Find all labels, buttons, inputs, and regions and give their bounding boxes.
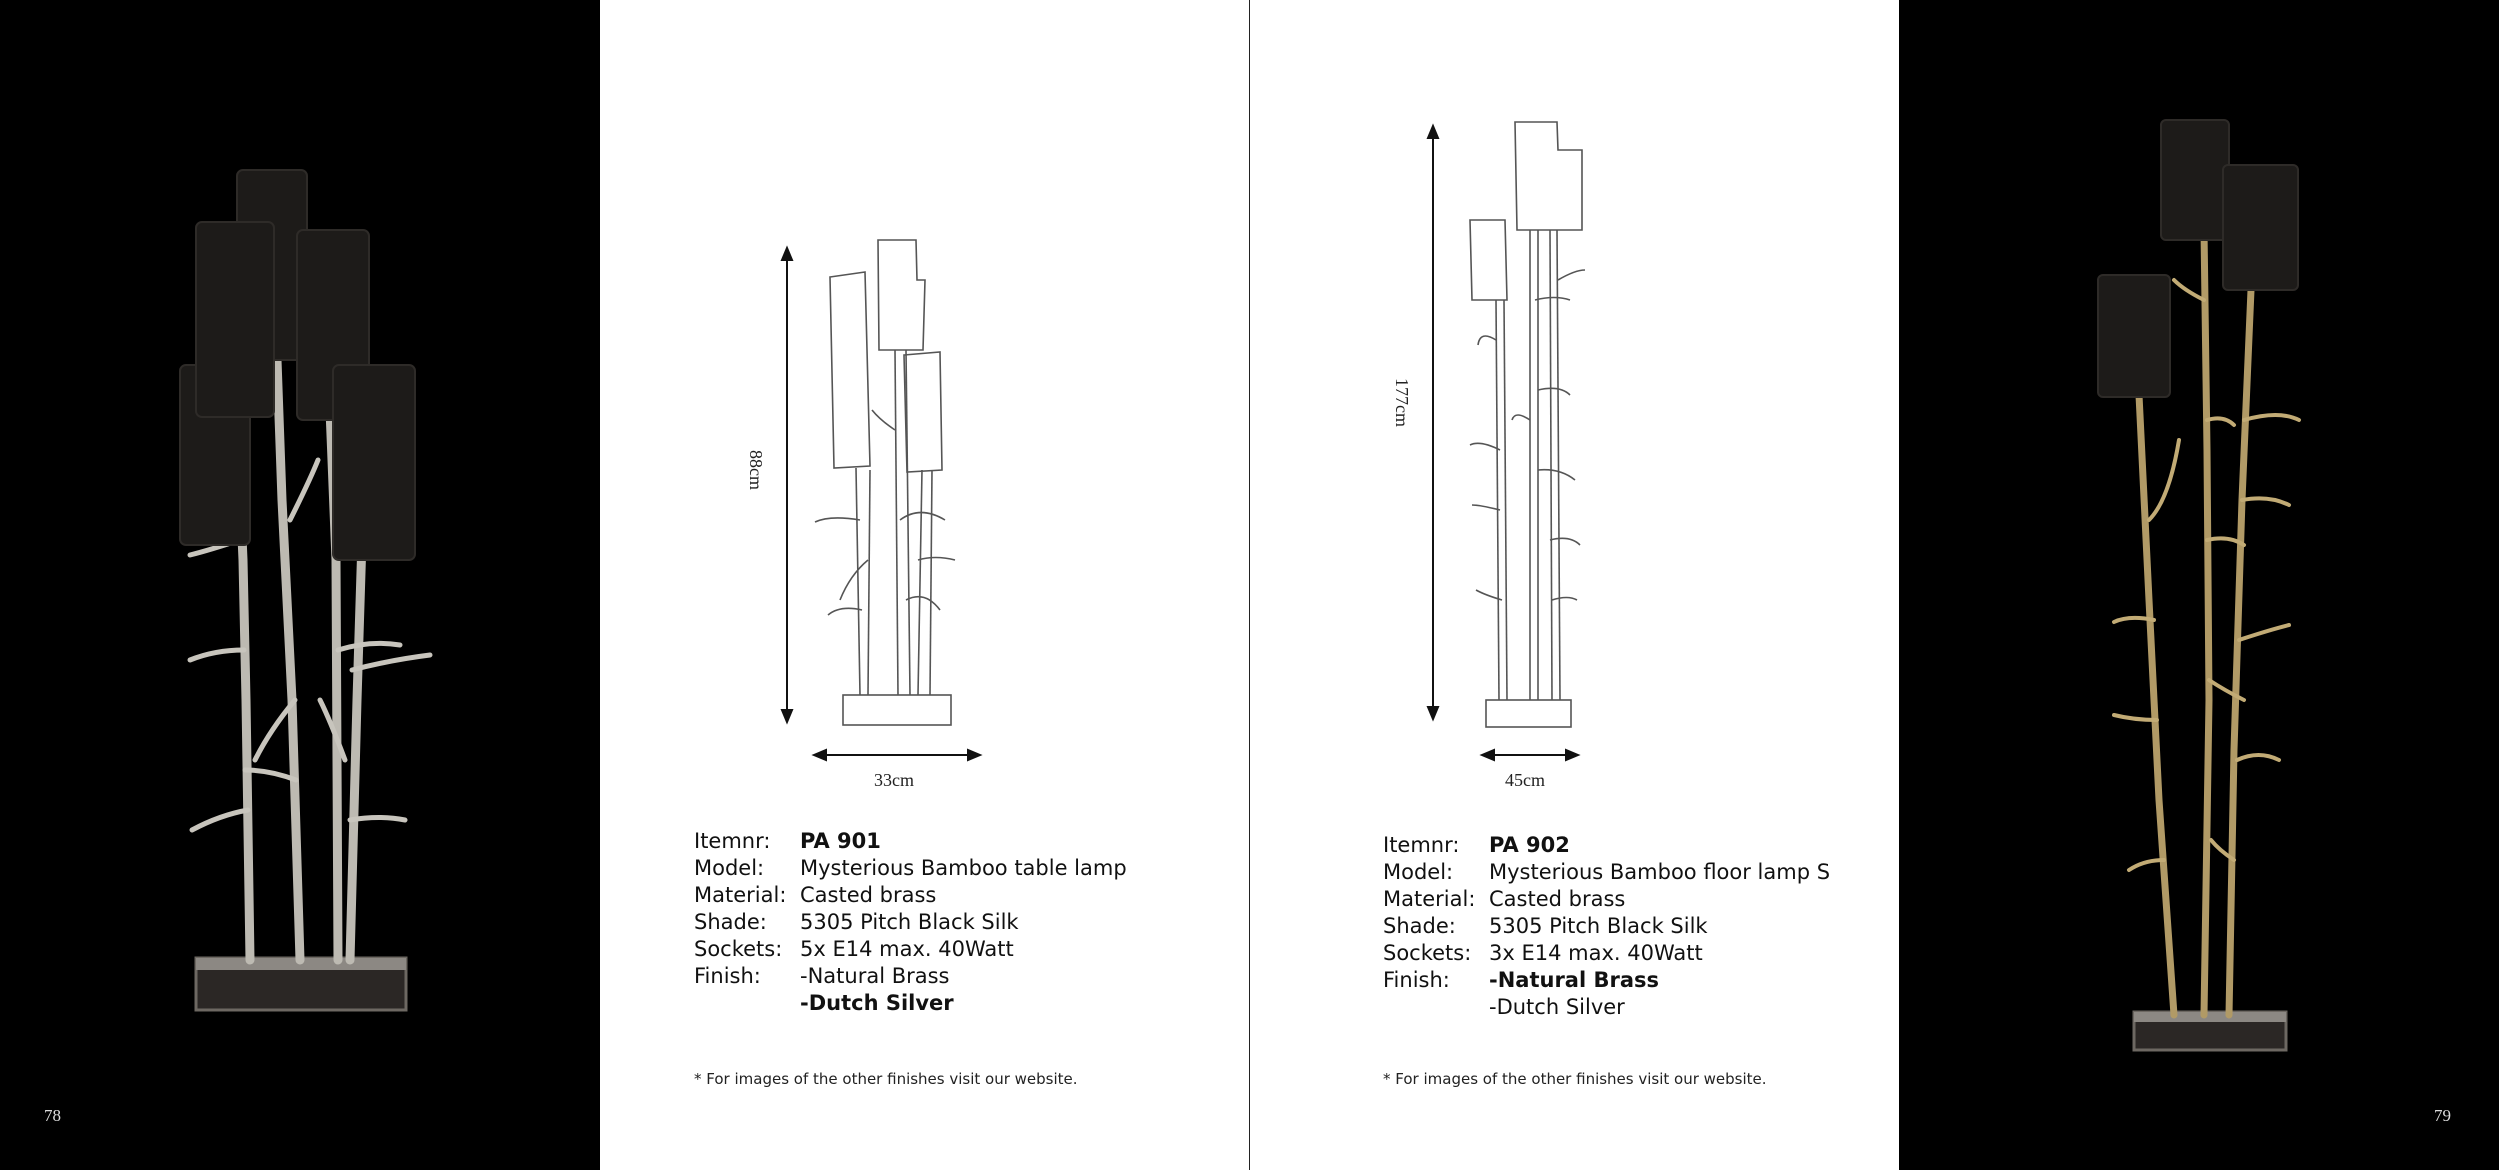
model-value: Mysterious Bamboo table lamp — [800, 856, 1127, 880]
sockets-value: 3x E14 max. 40Watt — [1489, 941, 1703, 965]
spec-key: Finish: — [694, 964, 761, 988]
page-number-right: 79 — [2434, 1106, 2451, 1125]
spec-key: Shade: — [1383, 914, 1456, 938]
table-lamp-photo-panel — [0, 0, 600, 1170]
footnote: * For images of the other finishes visit our website. — [1383, 1070, 1767, 1088]
spec-key: Sockets: — [1383, 941, 1472, 965]
sockets-value: 5x E14 max. 40Watt — [800, 937, 1014, 961]
spec-key: Itemnr: — [694, 829, 771, 853]
spec-table — [694, 828, 1127, 1017]
spec-row-model — [1383, 859, 1830, 886]
spec-row-finish-2 — [694, 990, 1127, 1017]
table-lamp-spec-page — [600, 0, 1250, 1170]
spec-row-shade — [1383, 913, 1830, 940]
page-number-left: 78 — [44, 1106, 61, 1125]
spec-key-empty — [1383, 994, 1489, 1021]
spec-key: Model: — [1383, 860, 1454, 884]
spec-row-sockets — [694, 936, 1127, 963]
spec-row-finish-2 — [1383, 994, 1830, 1021]
footnote: * For images of the other finishes visit our website. — [694, 1070, 1078, 1088]
model-value: Mysterious Bamboo floor lamp S — [1489, 860, 1831, 884]
material-value: Casted brass — [800, 883, 937, 907]
spec-key: Material: — [1383, 887, 1476, 911]
spec-key: Itemnr: — [1383, 833, 1460, 857]
floor-lamp-photo — [1899, 0, 2499, 1170]
spec-row-sockets — [1383, 940, 1830, 967]
spec-key: Shade: — [694, 910, 767, 934]
finish-value-2: -Dutch Silver — [800, 991, 954, 1015]
floor-lamp-photo-panel — [1899, 0, 2499, 1170]
spec-row-model — [694, 855, 1127, 882]
spec-row-itemnr — [1383, 832, 1830, 859]
floor-lamp-dimension-drawing — [1250, 0, 1899, 800]
spec-row-material — [694, 882, 1127, 909]
material-value: Casted brass — [1489, 887, 1626, 911]
spec-key: Model: — [694, 856, 765, 880]
shade-value: 5305 Pitch Black Silk — [1489, 914, 1708, 938]
width-label: 45cm — [1505, 770, 1545, 790]
item-number: PA 902 — [1489, 833, 1570, 857]
floor-lamp-spec-page — [1250, 0, 1899, 1170]
table-lamp-dimension-drawing — [600, 0, 1250, 800]
finish-value-1: -Natural Brass — [1489, 968, 1660, 992]
finish-value-2: -Dutch Silver — [1489, 995, 1625, 1019]
spec-key: Sockets: — [694, 937, 783, 961]
spec-row-finish — [694, 963, 1127, 990]
finish-value-1: -Natural Brass — [800, 964, 950, 988]
shade-value: 5305 Pitch Black Silk — [800, 910, 1019, 934]
height-label: 88cm — [746, 450, 766, 490]
spec-key: Material: — [694, 883, 787, 907]
spec-key-empty — [694, 990, 800, 1017]
height-label: 177cm — [1392, 378, 1412, 427]
table-lamp-photo — [0, 0, 600, 1170]
spec-row-itemnr — [694, 828, 1127, 855]
width-label: 33cm — [874, 770, 914, 790]
spec-table — [1383, 832, 1830, 1021]
spec-row-material — [1383, 886, 1830, 913]
item-number: PA 901 — [800, 829, 881, 853]
spec-row-finish — [1383, 967, 1830, 994]
spec-key: Finish: — [1383, 968, 1450, 992]
spec-row-shade — [694, 909, 1127, 936]
